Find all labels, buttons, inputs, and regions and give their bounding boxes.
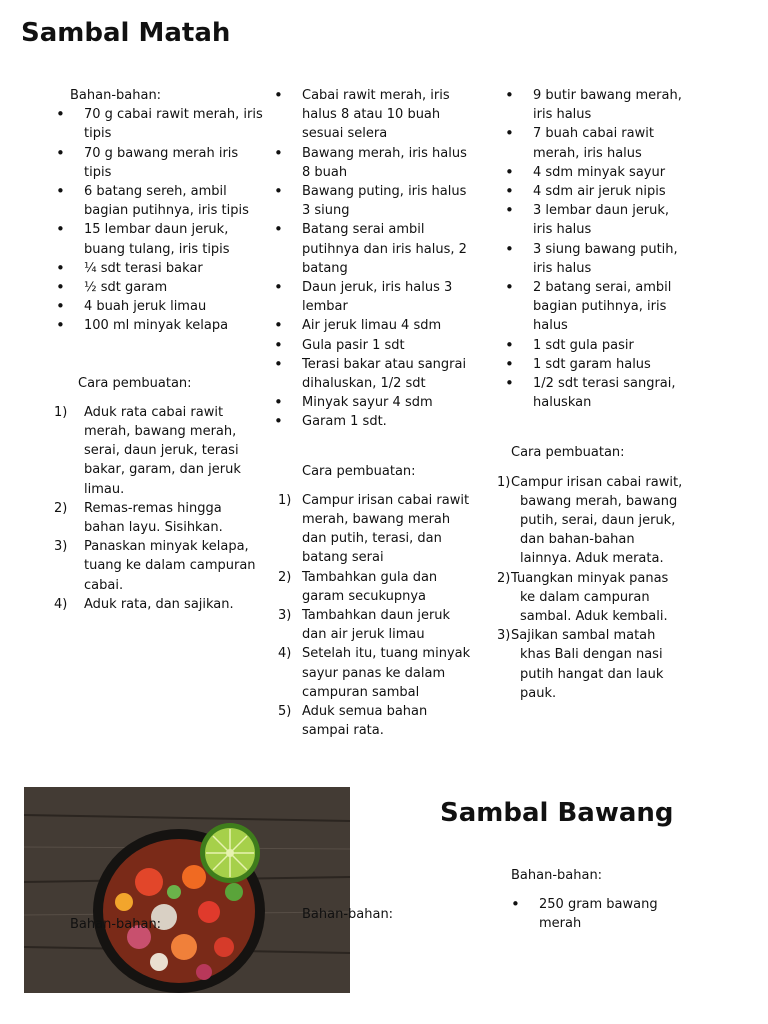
line-text: putih, serai, daun jeruk, — [520, 513, 676, 529]
step-number: 3) — [54, 539, 68, 555]
ingredient-item — [272, 182, 483, 220]
line-text: Panaskan minyak kelapa, — [84, 539, 249, 555]
ingredients-list — [509, 895, 731, 933]
step-text — [302, 644, 483, 702]
method-step — [54, 403, 269, 499]
line-text: • 7 buah cabai rawit — [533, 126, 654, 142]
step-number: 4) — [278, 646, 292, 662]
line-text: bawang merah, bawang — [520, 493, 678, 509]
line-text: • Bawang merah, iris halus — [302, 145, 467, 161]
line-text: sambal. Aduk kembali. — [520, 609, 668, 625]
ingredient-item — [272, 316, 483, 335]
line-text: • 3 lembar daun jeruk, — [533, 203, 670, 219]
line-text: putihnya dan iris halus, 2 — [302, 241, 467, 257]
line-text: sesuai selera — [302, 126, 388, 142]
ingredient-item — [272, 220, 483, 278]
step-number: 3) — [497, 628, 511, 644]
line-text: • ½ sdt garam — [84, 280, 168, 296]
line-text: Setelah itu, tuang minyak — [302, 646, 471, 662]
line-text: haluskan — [533, 395, 592, 411]
line-text: tipis — [84, 126, 112, 142]
line-text: • Terasi bakar atau sangrai — [302, 356, 467, 372]
ingredient-item — [272, 144, 483, 182]
ingredient-item — [503, 336, 727, 355]
line-text: Tuangkan minyak panas — [511, 570, 669, 586]
step-text — [84, 499, 269, 537]
ingredient-item — [272, 278, 483, 316]
step-text — [302, 491, 483, 568]
line-text: dan bahan-bahan — [520, 532, 635, 548]
sambal-bowl-photo — [24, 787, 350, 993]
line-text: dan air jeruk limau — [302, 627, 425, 643]
line-text: • ¼ sdt terasi bakar — [84, 260, 203, 276]
ingredient-item — [509, 895, 731, 933]
line-text: • 250 gram bawang — [539, 897, 658, 913]
line-text: putih hangat dan lauk — [520, 666, 664, 682]
method-step — [278, 491, 483, 568]
recipe2-title: Sambal Bawang — [440, 798, 674, 828]
line-text: buang tulang, iris tipis — [84, 241, 230, 257]
photo-overlay-label: Bahan-bahan: — [70, 917, 162, 932]
ingredient-item — [503, 86, 727, 124]
line-text: Aduk rata, dan sajikan. — [84, 596, 234, 612]
ingredient-item — [503, 201, 727, 239]
line-text: ke dalam campuran — [520, 589, 650, 605]
line-text: • Garam 1 sdt. — [302, 414, 387, 430]
line-text: • Daun jeruk, iris halus 3 — [302, 280, 453, 296]
line-text: dihaluskan, 1/2 sdt — [302, 376, 426, 392]
line-text: merah, iris halus — [533, 145, 642, 161]
line-text: Tambahkan gula dan — [302, 569, 438, 585]
line-text: iris halus — [533, 107, 592, 123]
ingredients-label: Bahan-bahan: — [511, 868, 603, 883]
line-text: tipis — [84, 164, 112, 180]
step-number: 4) — [54, 596, 68, 612]
method-step — [278, 702, 483, 740]
step-text — [302, 702, 483, 740]
ingredient-item — [54, 297, 269, 316]
line-text: halus — [533, 318, 568, 334]
line-text: Tambahkan daun jeruk — [302, 608, 451, 624]
ingredient-item — [503, 163, 727, 182]
line-text: • 70 g cabai rawit merah, iris — [84, 107, 263, 123]
method-label: Cara pembuatan: — [302, 463, 416, 479]
recipe2-column — [511, 866, 731, 934]
line-text: • 9 butir bawang merah, — [533, 88, 682, 103]
line-text: garam secukupnya — [302, 588, 427, 604]
step-text — [84, 403, 269, 499]
step-text — [302, 606, 483, 644]
step-number: 1) — [497, 474, 511, 490]
line-text: • 4 sdm air jeruk nipis — [533, 184, 666, 200]
line-text: serai, daun jeruk, terasi — [84, 443, 239, 459]
method-steps — [497, 473, 727, 703]
line-text: merah — [539, 916, 582, 932]
line-text: • Air jeruk limau 4 sdm — [302, 318, 442, 334]
line-text: • 70 g bawang merah iris — [84, 145, 239, 161]
line-text: Campur irisan cabai rawit — [302, 492, 470, 508]
ingredient-item — [503, 240, 727, 278]
ingredient-item — [54, 259, 269, 278]
method-step — [54, 537, 269, 595]
step-text — [84, 595, 269, 614]
ingredients-label: Bahan-bahan: — [70, 88, 162, 103]
method-step — [497, 569, 727, 627]
recipe1-title: Sambal Matah — [21, 18, 231, 48]
line-text: • 2 batang serai, ambil — [533, 280, 672, 296]
step-text — [511, 569, 727, 627]
line-text: • Cabai rawit merah, iris — [302, 88, 450, 103]
method-step — [278, 606, 483, 644]
method-steps — [54, 403, 269, 614]
ingredients-list — [54, 105, 269, 335]
step-number: 2) — [497, 570, 511, 586]
line-text: • 4 sdm minyak sayur — [533, 164, 666, 180]
line-text: khas Bali dengan nasi — [520, 647, 663, 663]
ingredient-item — [54, 182, 269, 220]
ingredient-item — [503, 124, 727, 162]
step-text — [84, 537, 269, 595]
line-text: • 15 lembar daun jeruk, — [84, 222, 229, 238]
step-number: 1) — [54, 404, 68, 420]
middle-ingredients-label: Bahan-bahan: — [302, 907, 394, 922]
line-text: dan putih, terasi, dan — [302, 531, 442, 547]
line-text: lembar — [302, 299, 348, 315]
method-step — [278, 644, 483, 702]
line-text: tuang ke dalam campuran — [84, 558, 256, 574]
line-text: Remas-remas hingga — [84, 500, 222, 516]
line-text: • 4 buah jeruk limau — [84, 299, 207, 315]
method-step — [497, 473, 727, 569]
line-text: • 1 sdt gula pasir — [533, 337, 634, 353]
step-number: 1) — [278, 492, 292, 508]
recipe1-column-1 — [54, 86, 269, 614]
method-label: Cara pembuatan: — [511, 445, 625, 461]
ingredient-item — [54, 278, 269, 297]
ingredient-item — [272, 86, 483, 144]
line-text: bahan layu. Sisihkan. — [84, 520, 223, 536]
method-step — [54, 499, 269, 537]
ingredient-item — [54, 316, 269, 335]
step-number: 2) — [278, 569, 292, 585]
step-text — [511, 473, 727, 569]
line-text: • Gula pasir 1 sdt — [302, 337, 405, 353]
line-text: iris halus — [533, 222, 592, 238]
ingredient-item — [54, 105, 269, 143]
method-steps — [278, 491, 483, 741]
ingredient-item — [503, 374, 727, 412]
ingredient-item — [54, 220, 269, 258]
line-text: batang — [302, 260, 348, 276]
line-text: 8 buah — [302, 164, 348, 180]
line-text: • 1 sdt garam halus — [533, 356, 651, 372]
line-text: bagian putihnya, iris — [533, 299, 667, 315]
line-text: Campur irisan cabai rawit, — [511, 474, 683, 490]
line-text: campuran sambal — [302, 684, 420, 700]
line-text: lainnya. Aduk merata. — [520, 551, 664, 567]
step-number: 3) — [278, 608, 292, 624]
line-text: • Bawang puting, iris halus — [302, 184, 467, 200]
line-text: 3 siung — [302, 203, 350, 219]
line-text: bakar, garam, dan jeruk — [84, 462, 241, 478]
method-step — [54, 595, 269, 614]
step-number: 2) — [54, 500, 68, 516]
line-text: • 6 batang sereh, ambil — [84, 184, 227, 200]
line-text: Aduk rata cabai rawit — [84, 404, 224, 420]
ingredient-item — [272, 355, 483, 393]
method-step — [278, 568, 483, 606]
line-text: • Minyak sayur 4 sdm — [302, 395, 433, 411]
line-text: sayur panas ke dalam — [302, 665, 446, 681]
ingredient-item — [503, 182, 727, 201]
method-label: Cara pembuatan: — [78, 375, 192, 391]
ingredient-item — [503, 355, 727, 374]
line-text: bagian putihnya, iris tipis — [84, 203, 249, 219]
ingredients-list — [272, 86, 483, 432]
recipe1-column-3 — [497, 86, 727, 703]
ingredient-item — [54, 144, 269, 182]
ingredients-list — [503, 86, 727, 412]
line-text: • 100 ml minyak kelapa — [84, 318, 229, 334]
line-text: sampai rata. — [302, 723, 384, 739]
food-photo-illustration — [24, 787, 350, 993]
ingredient-item — [272, 336, 483, 355]
line-text: merah, bawang merah — [302, 512, 451, 528]
step-text — [511, 626, 727, 703]
line-text: merah, bawang merah, — [84, 424, 237, 440]
line-text: • 3 siung bawang putih, — [533, 241, 678, 257]
line-text: • Batang serai ambil — [302, 222, 425, 238]
method-step — [497, 626, 727, 703]
ingredient-item — [272, 412, 483, 431]
step-number: 5) — [278, 704, 292, 720]
line-text: limau. — [84, 481, 125, 497]
step-text — [302, 568, 483, 606]
line-text: iris halus — [533, 260, 592, 276]
ingredient-item — [272, 393, 483, 412]
line-text: halus 8 atau 10 buah — [302, 107, 441, 123]
line-text: batang serai — [302, 550, 384, 566]
line-text: • 1/2 sdt terasi sangrai, — [533, 376, 676, 392]
line-text: Aduk semua bahan — [302, 704, 428, 720]
line-text: Sajikan sambal matah — [511, 628, 656, 644]
line-text: pauk. — [520, 685, 557, 701]
recipe1-column-2 — [278, 86, 483, 741]
ingredient-item — [503, 278, 727, 336]
line-text: cabai. — [84, 577, 124, 593]
